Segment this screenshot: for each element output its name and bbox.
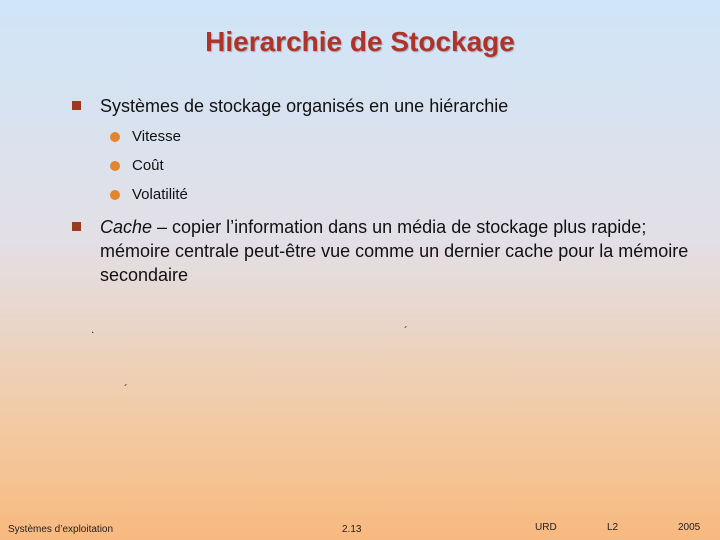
round-bullet-icon <box>110 161 120 171</box>
subitem-text: Vitesse <box>132 128 181 145</box>
slide-title: Hierarchie de Stockage <box>205 26 515 57</box>
subitem-text: Coût <box>132 157 164 174</box>
round-bullet-icon <box>110 132 120 142</box>
footer-page-number: 2.13 <box>342 524 362 535</box>
footer-level: L2 <box>607 522 619 533</box>
square-bullet-icon <box>72 101 81 110</box>
subitem-text: Volatilité <box>132 186 188 203</box>
footer-course: Systèmes d’exploitation <box>8 524 114 535</box>
cache-description: – copier l’information dans un média de stockage plus rapide; mémoire centrale peut-être vue comme un dernier cache pour la mémoire secondaire <box>100 217 689 285</box>
cache-term: Cache <box>100 217 153 237</box>
stray-mark: . <box>91 322 95 336</box>
bullet-text: Systèmes de stockage organisés en une hiérarchie <box>100 96 509 116</box>
footer-org: URD <box>535 522 557 533</box>
stray-mark: ´ <box>404 324 408 338</box>
round-bullet-icon <box>110 190 120 200</box>
footer-year: 2005 <box>678 522 701 533</box>
stray-mark: ´ <box>124 382 128 396</box>
bullet-cache <box>100 215 700 287</box>
square-bullet-icon <box>72 222 81 231</box>
